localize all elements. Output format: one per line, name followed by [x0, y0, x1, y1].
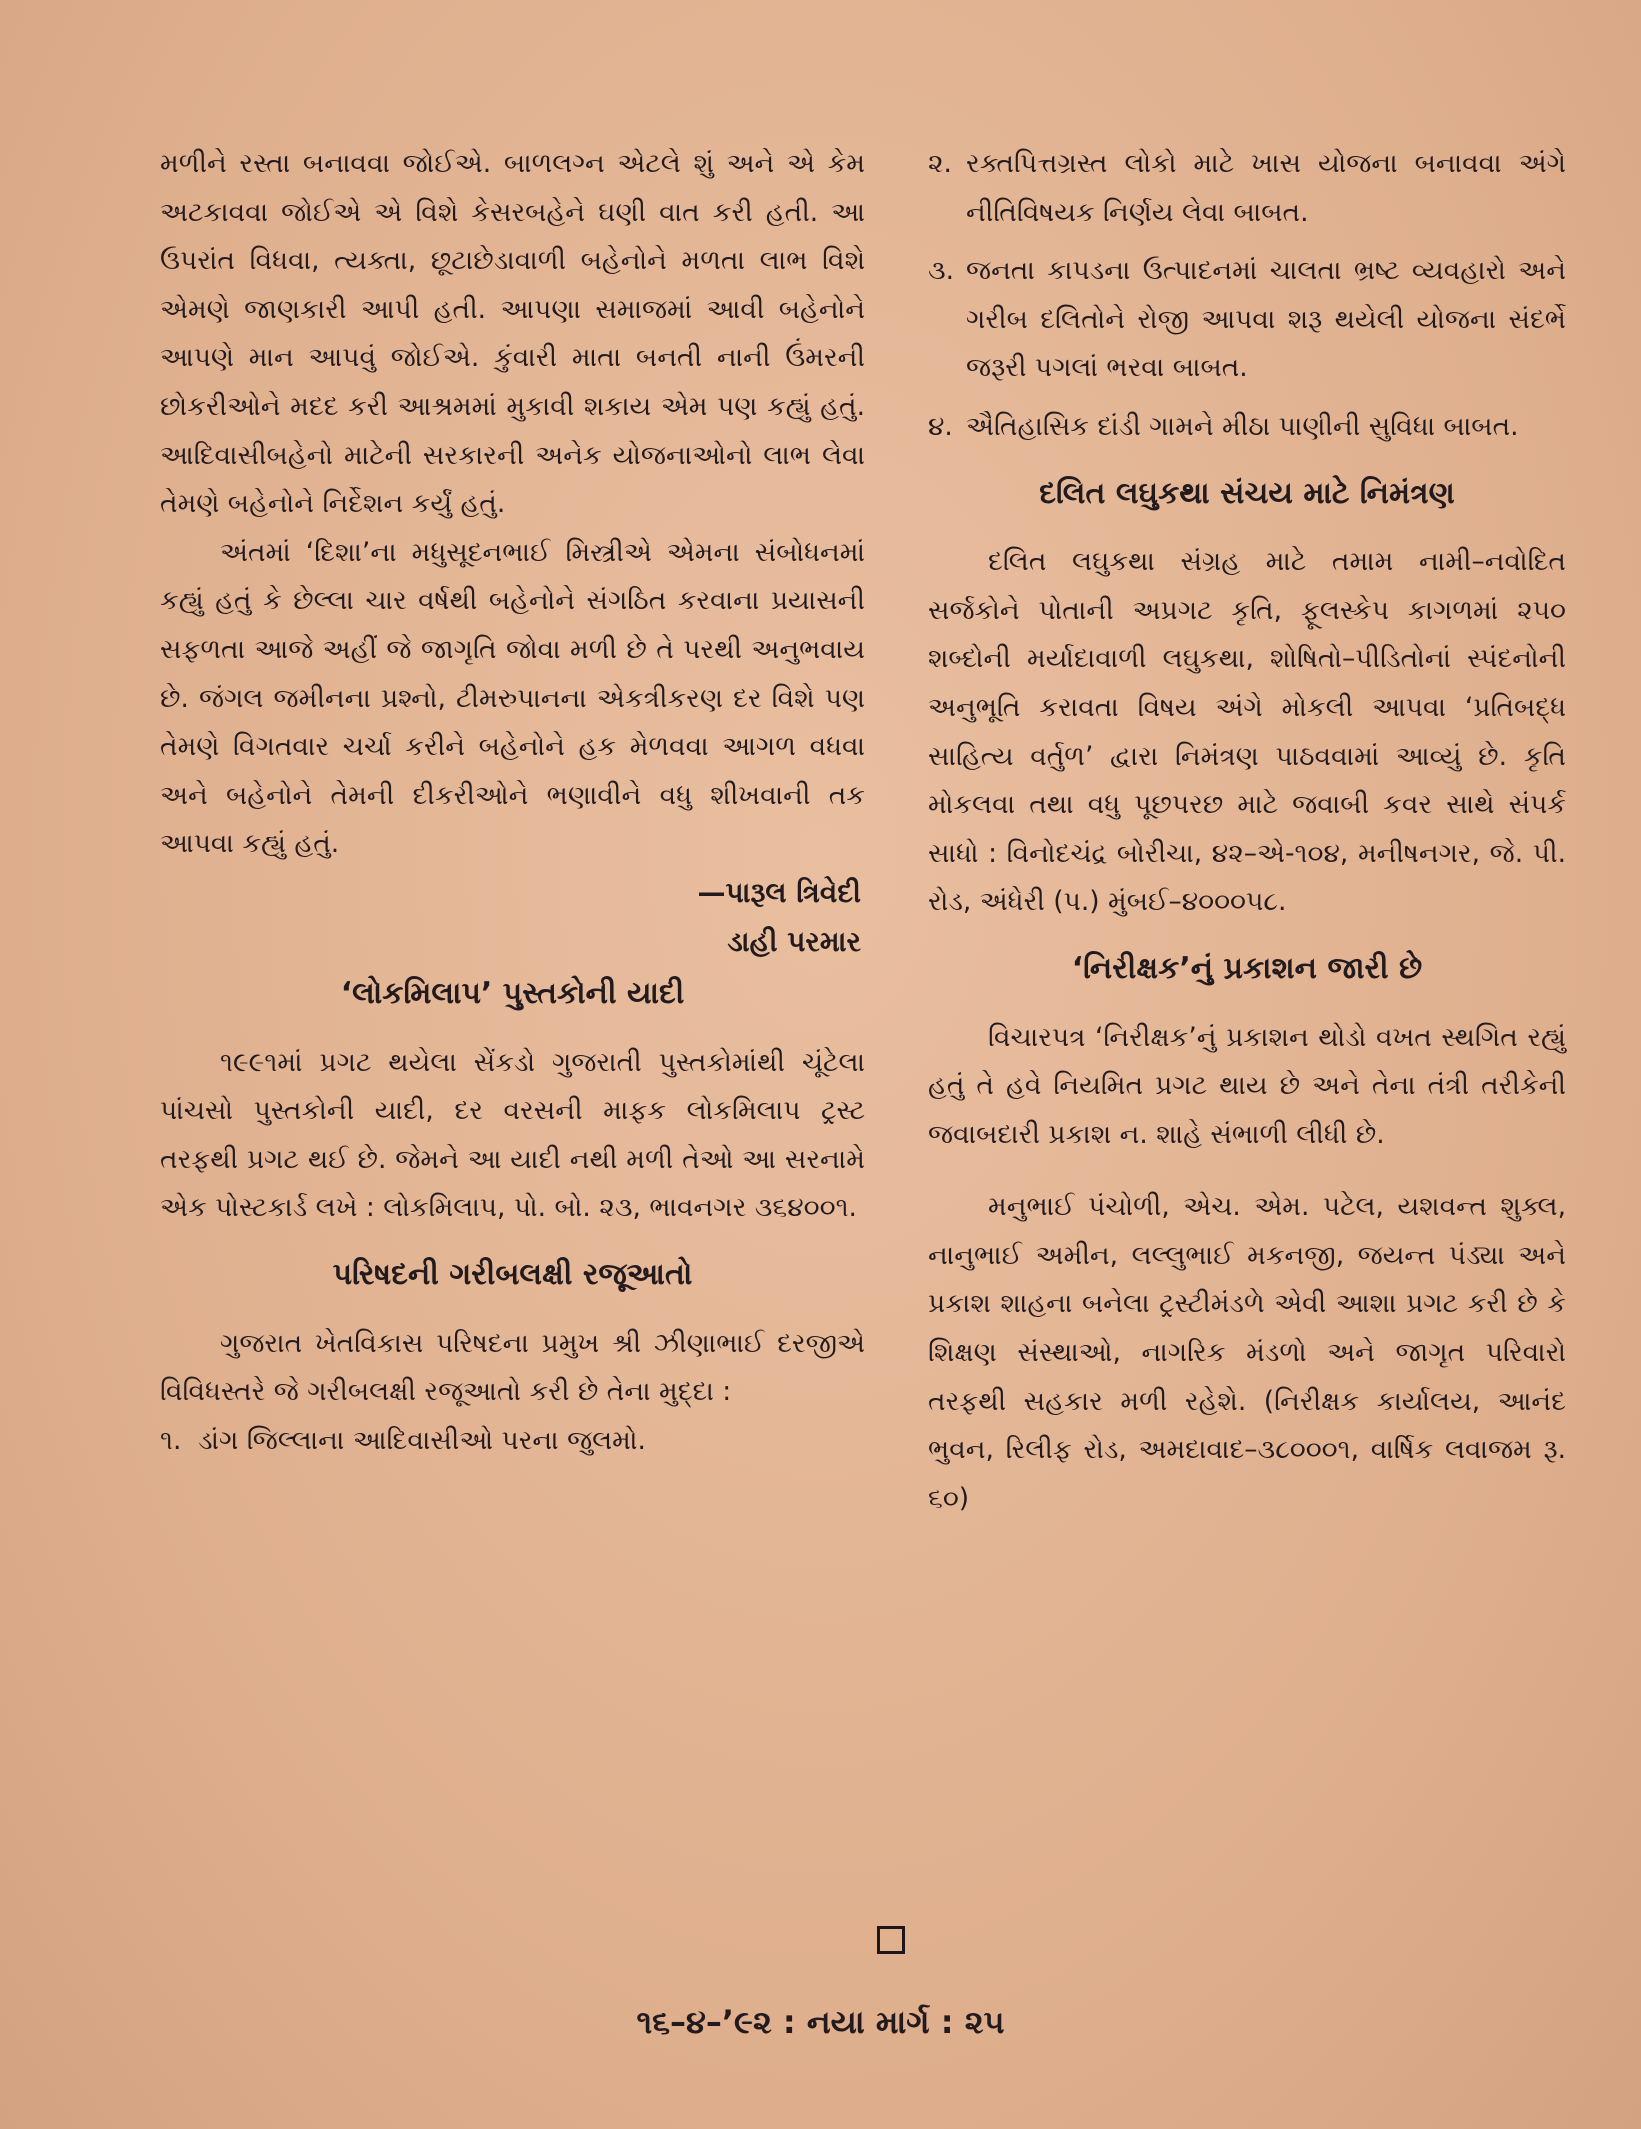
list-item: [928, 140, 1566, 237]
end-of-article-square-icon: [877, 1926, 905, 1954]
section-heading: ‘લોકમિલાપ’ પુસ્તકોની યાદી: [340, 976, 685, 1012]
author-signature: ડાહી પરમાર: [727, 924, 861, 958]
author-signature: —પારૂલ ત્રિવેદી: [697, 875, 861, 909]
section-heading: ‘નિરીક્ષક’નું પ્રકાશન જારી છે: [1071, 950, 1423, 986]
article-paragraph: અંતમાં ‘દિશા’ના મધુસૂદનભાઈ મિસ્ત્રીએ એમના સંબોધનમાં કહ્યું હતું કે છેલ્લા ચાર વર્ષથી બહેનોને સંગઠિત કરવાના પ્રયાસની સફળતા આજે અહીં જે જાગૃતિ જોવા મળી છે તે પરથી અનુભવાય છે. જંગલ જમીનના પ્રશ્નો, ટીમરુપાનના એકત્રીકરણ દર વિશે પણ તેમણે વિગતવાર ચર્ચા કરીને બહેનોને હક મેળવવા આગળ વધવા અને બહેનોને તેમની દીકરીઓને ભણાવીને વધુ શીખવાની તક આપવા કહ્યું હતું.: [160, 536, 865, 860]
section-heading: દલિત લઘુકથા સંચય માટે નિમંત્રણ: [1039, 475, 1455, 511]
article-paragraph: મનુભાઈ પંચોળી, એચ. એમ. પટેલ, યશવન્ત શુક્લ, નાનુભાઈ અમીન, લલ્લુભાઈ મકનજી, જયન્ત પંડ્યા અને પ્રકાશ શાહના બનેલા ટ્રસ્ટીમંડળે એવી આશા પ્રગટ કરી છે કે શિક્ષણ સંસ્થાઓ, નાગરિક મંડળો અને જાગૃત પરિવારો તરફથી સહકાર મળી રહેશે. (નિરીક્ષક કાર્યાલય, આનંદ ભુવન, રિલીફ રોડ, અમદાવાદ–૩૮૦૦૦૧, વાર્ષિક લવાજમ રૂ. ૬૦): [928, 1191, 1566, 1514]
right-column: [928, 140, 1566, 1523]
list-item: [160, 1417, 865, 1466]
article-paragraph: ગુજરાત ખેતવિકાસ પરિષદના પ્રમુખ શ્રી ઝીણાભાઈ દરજીએ વિવિધસ્તરે જે ગરીબલક્ષી રજૂઆતો કરી છે તેના મુદ્દા :: [160, 1327, 865, 1408]
article-paragraph: દલિત લઘુકથા સંગ્રહ માટે તમામ નામી–નવોદિત સર્જકોને પોતાની અપ્રગટ કૃતિ, ફૂલસ્કેપ કાગળમાં ૨૫૦ શબ્દોની મર્યાદાવાળી લઘુકથા, શોષિતો–પીડિતોનાં સ્પંદનોની અનુભૂતિ કરાવતા વિષય અંગે મોકલી આપવા ‘પ્રતિબદ્ધ સાહિત્ય વર્તુળ’ દ્વારા નિમંત્રણ પાઠવવામાં આવ્યું છે. કૃતિ મોકલવા તથા વધુ પૂછપરછ માટે જવાબી કવર સાથે સંપર્ક સાધો : વિનોદચંદ્ર બોરીચા, ૪૨–એ-૧૦૪, મનીષનગર, જે. પી. રોડ, અંધેરી (પ.) મુંબઈ–૪૦૦૦૫૮.: [928, 546, 1566, 918]
article-paragraph: વિચારપત્ર ‘નિરીક્ષક’નું પ્રકાશન થોડો વખત સ્થગિત રહ્યું હતું તે હવે નિયમિત પ્રગટ થાય છે અને તેના તંત્રી તરીકેની જવાબદારી પ્રકાશ ન. શાહે સંભાળી લીધી છે.: [928, 1021, 1566, 1150]
list-item-text: ડાંગ જિલ્લાના આદિવાસીઓ પરના જુલમો.: [198, 1424, 646, 1456]
list-item-number: ૪.: [928, 410, 953, 442]
section-heading: પરિષદની ગરીબલક્ષી રજૂઆતો: [332, 1257, 693, 1293]
list-item-number: ૩.: [928, 255, 955, 287]
list-item: [928, 403, 1566, 452]
article-paragraph: ૧૯૯૧માં પ્રગટ થયેલા સેંકડો ગુજરાતી પુસ્તકોમાંથી ચૂંટેલા પાંચસો પુસ્તકોની યાદી, દર વરસની માફક લોકમિલાપ ટ્રસ્ટ તરફથી પ્રગટ થઈ છે. જેમને આ યાદી નથી મળી તેઓ આ સરનામે એક પોસ્ટકાર્ડ લખે : લોકમિલાપ, પો. બો. ૨૩, ભાવનગર ૩૬૪૦૦૧.: [160, 1046, 865, 1224]
list-item: [928, 247, 1566, 393]
list-item-text: રક્તપિત્તગ્રસ્ત લોકો માટે ખાસ યોજના બનાવવા અંગે નીતિવિષયક નિર્ણય લેવા બાબત.: [966, 148, 1566, 228]
page-footer: ૧૬–૪–’૯૨ : નયા માર્ગ : ૨૫: [636, 2003, 1005, 2041]
list-item-text: જનતા કાપડના ઉત્પાદનમાં ચાલતા ભ્રષ્ટ વ્યવહારો અને ગરીબ દલિતોને રોજી આપવા શરૂ થયેલી યોજના સંદર્ભે જરૂરી પગલાં ભરવા બાબત.: [966, 255, 1566, 384]
list-item-number: ૧.: [160, 1424, 182, 1456]
list-item-number: ૨.: [928, 148, 952, 179]
article-paragraph: મળીને રસ્તા બનાવવા જોઈએ. બાળલગ્ન એટલે શું અને એ કેમ અટકાવવા જોઈએ એ વિશે કેસરબહેને ઘણી વાત કરી હતી. આ ઉપરાંત વિધવા, ત્યક્તા, છૂટાછેડાવાળી બહેનોને મળતા લાભ વિશે એમણે જાણકારી આપી હતી. આપણા સમાજમાં આવી બહેનોને આપણે માન આપવું જોઈએ. કુંવારી માતા બનતી નાની ઉંમરની છોકરીઓને મદદ કરી આશ્રમમાં મુકાવી શકાય એમ પણ કહ્યું હતું. આદિવાસીબહેનો માટેની સરકારની અનેક યોજનાઓનો લાભ લેવા તેમણે બહેનોને નિર્દેશન કર્યું હતું.: [160, 148, 865, 520]
left-column: [160, 140, 865, 1465]
list-item-text: ઐતિહાસિક દાંડી ગામને મીઠા પાણીની સુવિધા બાબત.: [966, 410, 1519, 442]
